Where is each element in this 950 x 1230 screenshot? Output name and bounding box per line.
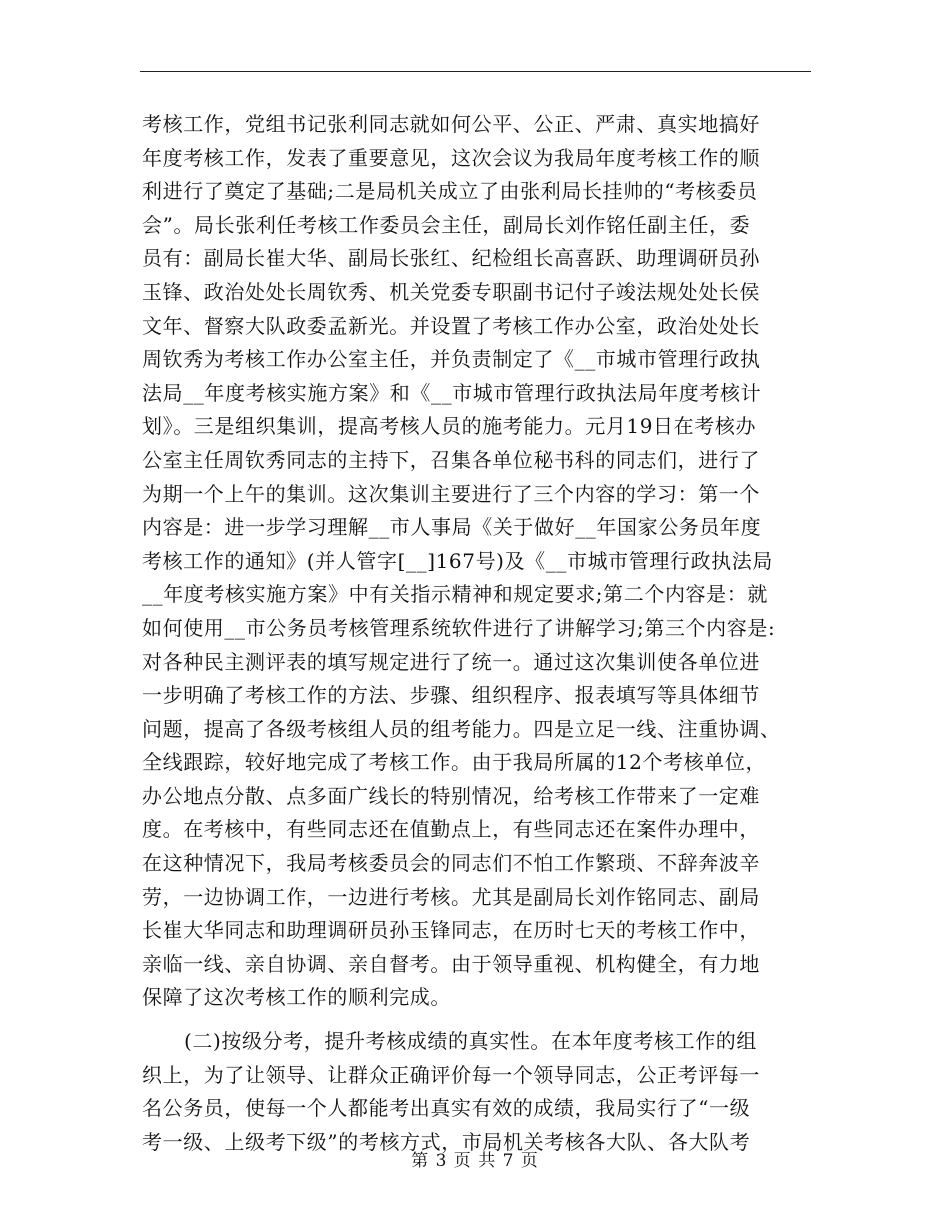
text-line: 度。在考核中，有些同志还在值勤点上，有些同志还在案件办理中， xyxy=(142,817,760,842)
paragraph-2 xyxy=(142,1025,807,1159)
text-line: 问题，提高了各级考核组人员的组考能力。四是立足一线、注重协调、 xyxy=(142,716,781,741)
text-line: 织上，为了让领导、让群众正确评价每一个领导同志，公正考评每一 xyxy=(142,1062,760,1087)
header-rule xyxy=(140,71,811,72)
text-line: 为期一个上午的集训。这次集训主要进行了三个内容的学习：第一个 xyxy=(142,481,760,506)
text-line: 公室主任周钦秀同志的主持下，召集各单位秘书科的同志们，进行了 xyxy=(142,447,760,472)
paragraph-gap xyxy=(142,1015,807,1025)
page-number-footer: 第 3 页 共 7 页 xyxy=(411,1151,539,1171)
text-line: 名公务员，使每一个人都能考出真实有效的成绩，我局实行了“一级 xyxy=(142,1096,751,1121)
text-line: 利进行了奠定了基础;二是局机关成立了由张利局长挂帅的“考核委员 xyxy=(142,179,758,204)
text-line: 如何使用__市公务员考核管理系统软件进行了讲解学习;第三个内容是: xyxy=(142,615,776,640)
text-line: 一步明确了考核工作的方法、步骤、组织程序、报表填写等具体细节 xyxy=(142,683,760,708)
text-line: 亲临一线、亲自协调、亲自督考。由于领导重视、机构健全，有力地 xyxy=(142,951,760,976)
text-line: 周钦秀为考核工作办公室主任，并负责制定了《__市城市管理行政执 xyxy=(142,347,761,372)
text-line: 会”。局长张利任考核工作委员会主任，副局长刘作铭任副主任，委 xyxy=(142,212,751,237)
text-line: 办公地点分散、点多面广线长的特别情况，给考核工作带来了一定难 xyxy=(142,783,760,808)
text-line: (二)按级分考，提升考核成绩的真实性。在本年度考核工作的组 xyxy=(184,1029,758,1054)
text-line: 长崔大华同志和助理调研员孙玉锋同志，在历时七天的考核工作中， xyxy=(142,918,760,943)
text-line: 年度考核工作，发表了重要意见，这次会议为我局年度考核工作的顺 xyxy=(142,145,760,170)
document-body xyxy=(142,108,807,1159)
text-line: 法局__年度考核实施方案》和《__市城市管理行政执法局年度考核计 xyxy=(142,380,762,405)
text-line: 劳，一边协调工作，一边进行考核。尤其是副局长刘作铭同志、副局 xyxy=(142,884,760,909)
text-line: 文年、督察大队政委孟新光。并设置了考核工作办公室，政治处处长 xyxy=(142,313,760,338)
text-line: __年度考核实施方案》中有关指示精神和规定要求;第二个内容是：就 xyxy=(142,582,768,607)
text-line: 玉锋、政治处处长周钦秀、机关党委专职副书记付子竣法规处处长侯 xyxy=(142,279,760,304)
text-line: 内容是：进一步学习理解__市人事局《关于做好__年国家公务员年度 xyxy=(142,515,762,540)
text-line: 划》。三是组织集训，提高考核人员的施考能力。元月19日在考核办 xyxy=(142,414,757,439)
text-line: 对各种民主测评表的填写规定进行了统一。通过这次集训使各单位进 xyxy=(142,649,760,674)
text-line: 考核工作的通知》(并人管字[__]167号)及《__市城市管理行政执法局 xyxy=(142,548,773,573)
paragraph-1 xyxy=(142,108,807,1015)
text-line: 考一级、上级考下级”的考核方式，市局机关考核各大队、各大队考 xyxy=(142,1129,751,1154)
text-line: 保障了这次考核工作的顺利完成。 xyxy=(142,985,451,1010)
text-line: 全线跟踪，较好地完成了考核工作。由于我局所属的12个考核单位， xyxy=(142,750,767,775)
text-line: 考核工作，党组书记张利同志就如何公平、公正、严肃、真实地搞好 xyxy=(142,112,760,136)
text-line: 在这种情况下，我局考核委员会的同志们不怕工作繁琐、不辞奔波辛 xyxy=(142,851,760,876)
text-line: 员有：副局长崔大华、副局长张红、纪检组长高喜跃、助理调研员孙 xyxy=(142,246,760,271)
